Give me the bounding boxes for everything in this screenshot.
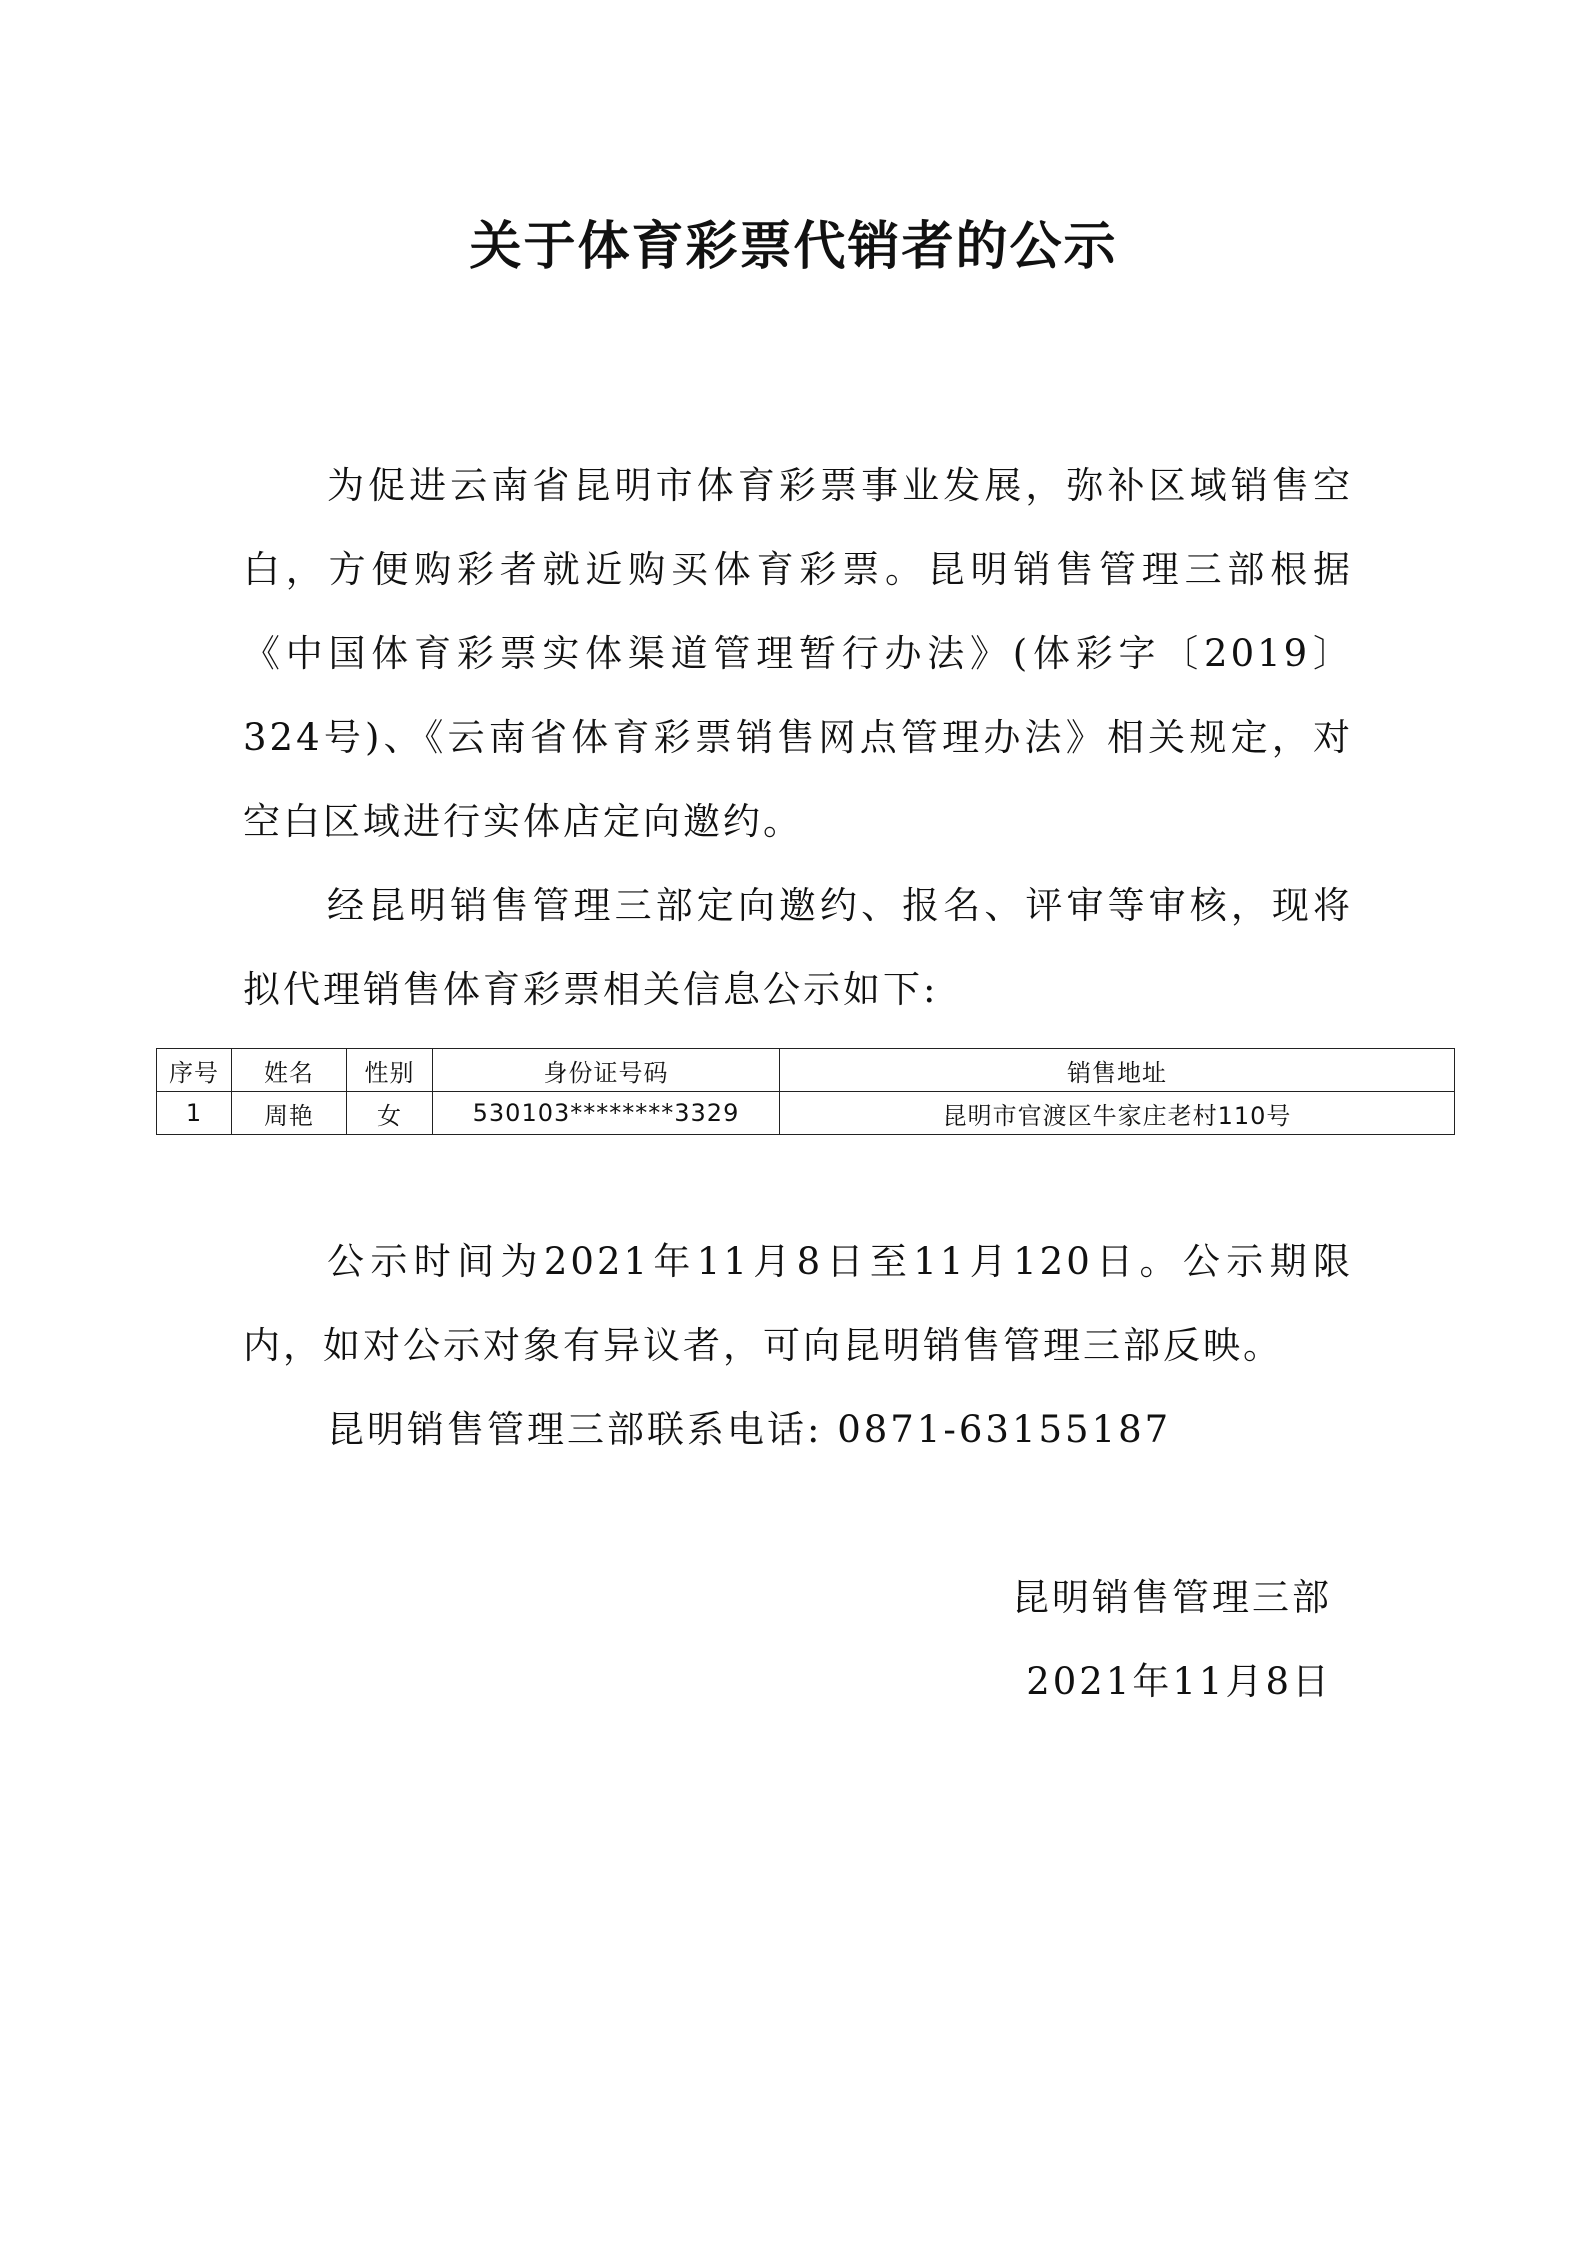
contact-section	[243, 1388, 1353, 1472]
intro-paragraph: 为促进云南省昆明市体育彩票事业发展，弥补区域销售空白，方便购彩者就近购买体育彩票。昆明销售管理三部根据《中国体育彩票实体渠道管理暂行办法》(体彩字〔2019〕324号)、《云南省体育彩票销售网点管理办法》相关规定，对空白区域进行实体店定向邀约。	[243, 464, 1353, 843]
cell-index: 1	[157, 1092, 232, 1135]
table-header-row	[157, 1049, 1455, 1092]
intro-section-2	[243, 864, 1353, 1032]
notice-section	[243, 1220, 1353, 1388]
header-id-number: 身份证号码	[433, 1049, 780, 1092]
page-title: 关于体育彩票代销者的公示	[469, 217, 1118, 277]
signature-block	[1012, 1556, 1332, 1724]
header-gender: 性别	[347, 1049, 433, 1092]
header-address: 销售地址	[780, 1049, 1455, 1092]
table-row	[157, 1092, 1455, 1135]
header-index: 序号	[157, 1049, 232, 1092]
contact-phone: 昆明销售管理三部联系电话: 0871-63155187	[327, 1408, 1172, 1451]
intro-paragraph-2: 经昆明销售管理三部定向邀约、报名、评审等审核，现将拟代理销售体育彩票相关信息公示如下:	[243, 884, 1353, 1011]
notice-paragraph: 公示时间为2021年11月8日至11月120日。公示期限内，如对公示对象有异议者，可向昆明销售管理三部反映。	[243, 1240, 1353, 1367]
cell-name: 周艳	[232, 1092, 347, 1135]
cell-id-number: 530103********3329	[433, 1092, 780, 1135]
agent-table	[156, 1048, 1454, 1135]
signature-date: 2021年11月8日	[1026, 1660, 1332, 1703]
header-name: 姓名	[232, 1049, 347, 1092]
cell-gender: 女	[347, 1092, 433, 1135]
signature-org: 昆明销售管理三部	[1012, 1576, 1332, 1619]
cell-address: 昆明市官渡区牛家庄老村110号	[780, 1092, 1455, 1135]
intro-section	[243, 444, 1353, 864]
